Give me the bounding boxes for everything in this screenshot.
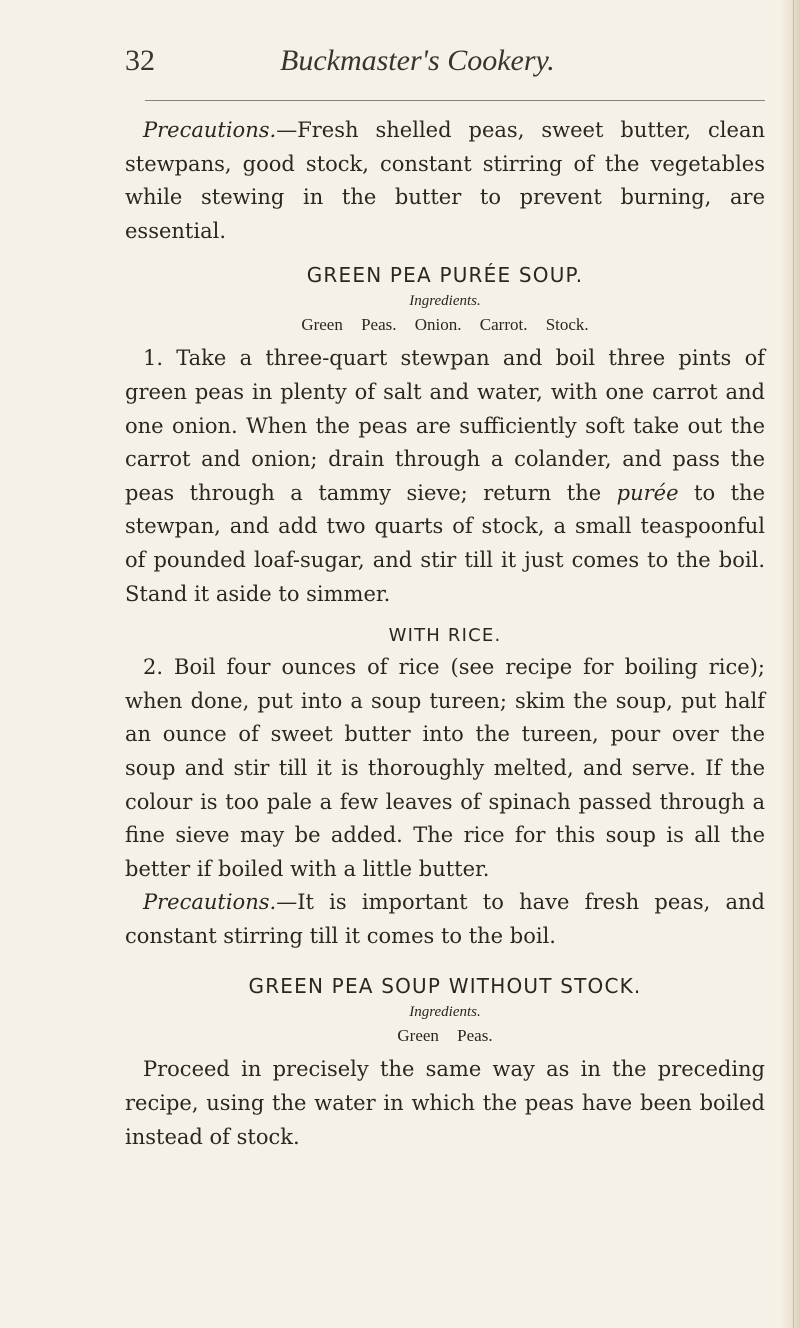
- book-page: [125, 42, 766, 1149]
- page-edge-line: [793, 0, 794, 1328]
- page-header: [125, 42, 765, 86]
- step-text-part-b: to the stewpan, and add two quarts of stock, a small teaspoonful of pounded loaf-sugar, and stir till it just comes to the boil. Stand it aside to simmer.: [125, 480, 766, 606]
- rice-precautions-paragraph: [125, 886, 765, 953]
- ingredients-label: Ingredients.: [409, 1004, 481, 1021]
- header-rule: [145, 100, 765, 101]
- recipe-step-1: [125, 342, 765, 611]
- intro-precautions-label: Precautions.: [143, 118, 277, 142]
- step-text: Boil four ounces of rice (see recipe for boiling rice); when done, put into a soup tureen; skim the soup, put half an ounce of sweet butter into the tureen, pour over the soup and stir till it is thoroughly melted, and serve. If the colour is too pale a few leaves of spinach passed through a fine sieve may be added. The rice for this soup is all the better if boiled with a little butter.: [125, 655, 765, 881]
- page-body: [125, 114, 765, 1154]
- recipe-title-green-pea-soup-without-stock: GREEN PEA SOUP WITHOUT STOCK.: [248, 974, 642, 999]
- running-title: Buckmaster's Cookery.: [280, 44, 555, 77]
- recipe-title-with-rice: WITH RICE.: [388, 625, 502, 647]
- page-edge-shadow: [780, 0, 800, 1328]
- step-text-italic: purée: [616, 480, 679, 505]
- intro-precautions-text: —Fresh shelled peas, sweet butter, clean stewpans, good stock, constant stirring of the vegetables while stewing in the butter to prevent burning, are essential.: [125, 118, 765, 243]
- step-number: 2.: [143, 655, 164, 680]
- ingredients-label: Ingredients.: [409, 293, 481, 310]
- intro-precautions-paragraph: [125, 114, 765, 248]
- step-text-part-a: Take a three-quart stewpan and boil three pints of green peas in plenty of salt and water, with one carrot and one onion. When the peas are sufficiently soft take out the carrot and onion; drain through a colander, and pass the peas through a tammy sieve; return the: [125, 346, 765, 505]
- step-number: 1.: [143, 346, 164, 371]
- ingredients-list: Green Peas.: [397, 1026, 493, 1046]
- recipe-title-green-pea-puree-soup: GREEN PEA PURÉE SOUP.: [306, 263, 584, 288]
- ingredients-list: Green Peas. Onion. Carrot. Stock.: [301, 315, 589, 335]
- page-number: 32: [125, 44, 155, 77]
- recipe-step-2: [125, 651, 765, 886]
- rice-precautions-text: —It is important to have fresh peas, and constant stirring till it comes to the boil.: [125, 890, 765, 948]
- rice-precautions-label: Precautions.: [143, 890, 277, 915]
- recipe-3-paragraph: Proceed in precisely the same way as in the preceding recipe, using the water in which the peas have been boiled instead of stock.: [125, 1057, 765, 1149]
